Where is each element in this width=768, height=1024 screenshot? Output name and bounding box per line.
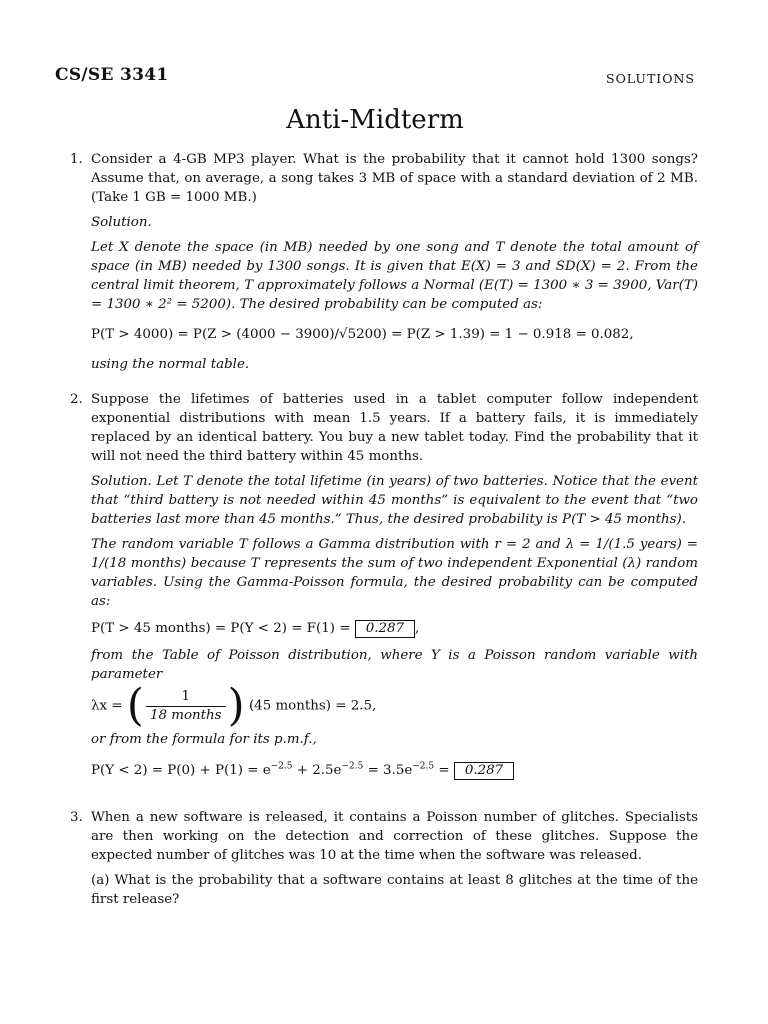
boxed-answer: 0.287 <box>454 762 514 780</box>
question-text: Consider a 4-GB MP3 player. What is the probability that it cannot hold 1300 songs? Assume that, on average, a song takes 3 MB of space with a standard deviation of 2 MB. (Take 1 GB = 1000 MB.) <box>91 152 698 205</box>
solution-text: from the Table of Poisson distribution, where Y is a Poisson random variable with parameter <box>91 648 698 682</box>
equation: $P(Y < 2) = P(0) + P(1) = e^{-2.5} + 2.5e^{-2.5} = 3.5e^{-2.5} = 0.287$ <box>91 761 698 780</box>
question-3 <box>70 808 698 909</box>
question-text: Suppose the lifetimes of batteries used in a tablet computer follow independent exponential distributions with mean 1.5 years. If a battery fails, it is immediately replaced by an identical battery. You buy a new tablet today. Find the probability that it will not need the third battery within 45 months. <box>91 392 698 464</box>
question-number: 3. <box>70 810 83 825</box>
page-title: Anti-Midterm <box>286 105 464 135</box>
question-2 <box>70 390 698 780</box>
question-number: 2. <box>70 392 83 407</box>
question-part-a: (a) What is the probability that a software contains at least 8 glitches at the time of the first release? <box>91 873 698 907</box>
question-1 <box>70 150 698 374</box>
solution-label: Solution. <box>91 215 152 230</box>
fraction: $\frac{1}{\text{18 months}}$ <box>146 688 226 725</box>
equation: P(T > 45 months) = P(Y < 2) = F(1) = 0.287 , <box>91 621 420 636</box>
solution-text: Solution. Let T denote the total lifetime (in years) of two batteries. Notice that the event that “third battery is not needed within 45 months” is equivalent to the event that “two batteries last more than 45 months.” Thus, the desired probability is P(T > 45 months). <box>91 474 698 527</box>
question-number: 1. <box>70 152 83 167</box>
course-code: CS/SE 3341 <box>55 65 169 85</box>
equation: λx = ( $\frac{1}{\text{18 months}}$ ) (45 months) = 2.5, <box>91 680 377 731</box>
equation: P(T > 4000) = P(Z > (4000 − 3900)/√5200) = P(Z > 1.39) = 1 − 0.918 = 0.082, <box>91 327 634 342</box>
solution-text: The random variable T follows a Gamma distribution with r = 2 and λ = 1/(1.5 years) = 1/(18 months) because T represents the sum of two independent Exponential (λ) random variables. Using the Gamma-Poisson formula, the desired probability can be computed as: <box>91 537 698 609</box>
solutions-label: SOLUTIONS <box>606 71 695 86</box>
solution-text: Let X denote the space (in MB) needed by one song and T denote the total amount of space (in MB) needed by 1300 songs. It is given that E(X) = 3 and SD(X) = 2. From the central limit theorem, T approximately follows a Normal (E(T) = 1300 ∗ 3 = 3900, Var(T) = 1300 ∗ 2² = 5200). The desired probability can be computed as: <box>91 240 698 312</box>
question-text: When a new software is released, it contains a Poisson number of glitches. Specialists are then working on the detection and correction of these glitches. Suppose the expected number of glitches was 10 at the time when the software was released. <box>91 810 698 863</box>
solution-text: or from the formula for its p.m.f., <box>91 732 317 747</box>
boxed-answer: 0.287 <box>355 620 415 638</box>
solution-closing: using the normal table. <box>91 357 250 372</box>
